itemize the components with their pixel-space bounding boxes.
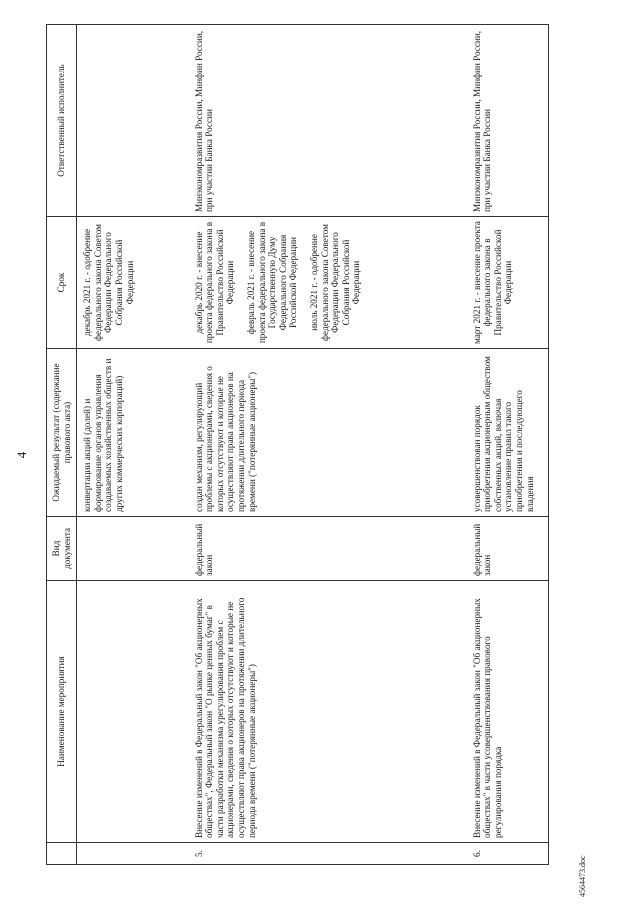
row-result: усовершенствован порядок приобретения акционерным обществом собственных акций, включая установление правил такого приобретения и последующего владения: [467, 349, 549, 517]
row-result: создан механизм, регулирующий проблемы с акционерами, сведения о которых отсутствуют и которые не осуществляют права акционеров на протяжении длительного периода времени ("потерянные акционеры"): [189, 349, 467, 517]
header-name: Наименование мероприятия: [47, 581, 77, 843]
term-stage: июль 2021 г. - одобрение федерального закона Советом Федерации Федерального Собрания Российской Федерации: [309, 224, 362, 341]
table-header-row: [47, 25, 77, 865]
header-doc-type: Вид документа: [47, 517, 77, 581]
row-executor: Минэкономразвития России, Минфин России, при участии Банка России: [467, 25, 549, 217]
header-num: [47, 843, 77, 865]
term-stage: март 2021 г. - внесение проекта федерального закона в Правительство Российской Федерации: [471, 221, 514, 344]
term-stage: февраль 2021 г. - внесение проекта федерального закона в Государственную Думу Федерального Собрания Российской Федерации: [246, 221, 299, 344]
row-term: [189, 217, 467, 349]
term-stage: декабрь 2020 г. - внесение проекта федерального закона в Правительство Российской Федерации: [193, 221, 236, 344]
row-doc-type: федеральный закон: [467, 517, 549, 581]
row-name: Внесение изменений в Федеральный закон "Об акционерных обществах" в части усовершенствования правового регулирования порядка: [467, 581, 549, 843]
row-name: Внесение изменений в Федеральный закон "Об акционерных обществах", Федеральный закон "О рынке ценных бумаг" в части разработки механизма урегулирования проблем с акционерами, сведения о которых отсутствуют и которые не осуществляют права акционеров на протяжении длительного периода времени ("потерянные акционеры"): [189, 581, 467, 843]
table-row: [189, 25, 467, 865]
action-plan-table: [46, 24, 549, 865]
table-row-continuation: [77, 25, 189, 865]
row-term: [467, 217, 549, 349]
continuation-term: декабрь 2021 г. - одобрение федерального закона Советом Федерации Федерального Собрания Российской Федерации: [77, 217, 189, 349]
row-number: 6.: [467, 843, 549, 865]
header-executor: Ответственный исполнитель: [47, 25, 77, 217]
page-number: 4: [14, 451, 29, 459]
header-term: Срок: [47, 217, 77, 349]
table-row: [467, 25, 549, 865]
row-number: 5.: [189, 843, 467, 865]
row-doc-type: федеральный закон: [189, 517, 467, 581]
continuation-result: конвертации акций (долей) и формирование органов управления создаваемых хозяйственных обществ и других коммерческих корпораций): [77, 349, 189, 517]
row-executor: Минэкономразвития России, Минфин России, при участии Банка России: [189, 25, 467, 217]
document-reference: 4564473.doc: [578, 855, 587, 897]
header-result: Ожидаемый результат (содержание правового акта): [47, 349, 77, 517]
